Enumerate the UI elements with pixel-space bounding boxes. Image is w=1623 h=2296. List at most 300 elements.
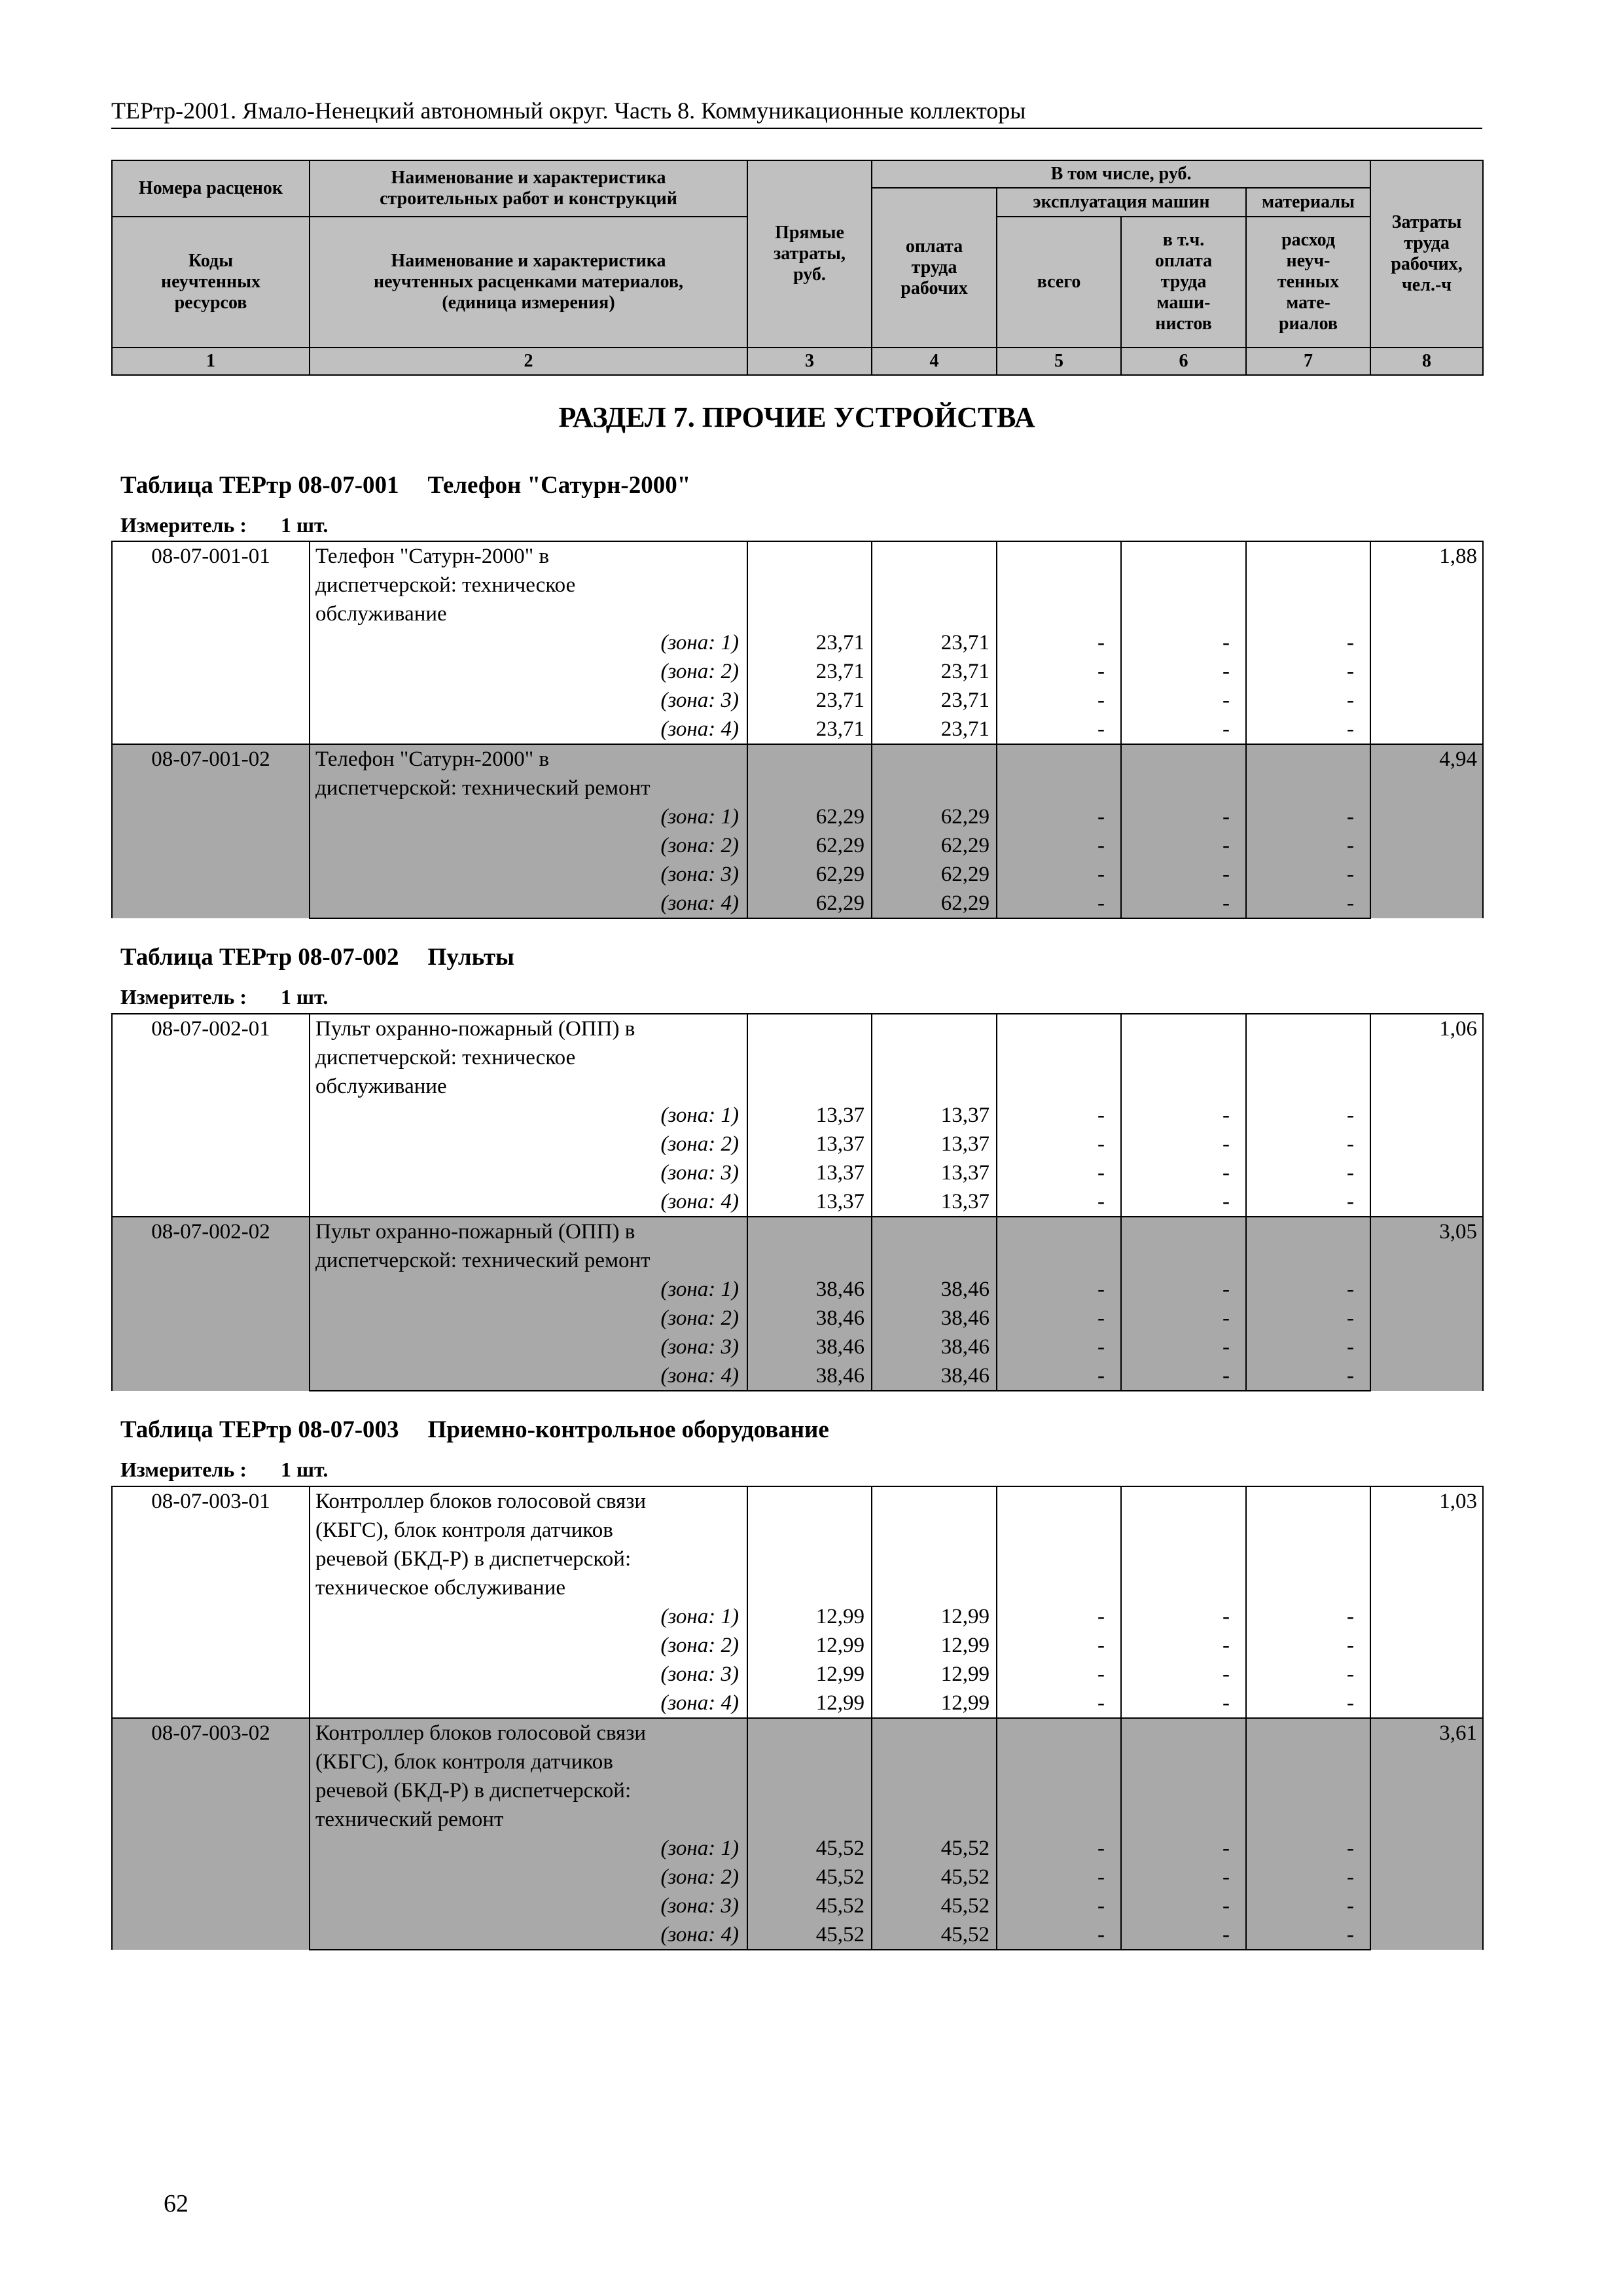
hdr-incl: В том числе, руб. [872, 160, 1370, 188]
table-cell [872, 1486, 997, 1516]
zone-row [112, 1158, 1483, 1187]
table-cell: 45,52 [872, 1892, 997, 1920]
table-cell: 23,71 [872, 715, 997, 744]
zone-row [112, 1602, 1483, 1631]
zone-row [112, 1304, 1483, 1333]
table-cell: 62,29 [872, 802, 997, 831]
hdr-col4: оплата труда рабочих [872, 188, 997, 348]
table-cell: 12,99 [872, 1602, 997, 1631]
table-cell: - [1246, 802, 1370, 831]
table-cell: (зона: 2) [310, 657, 747, 686]
table-cell: 12,99 [872, 1631, 997, 1660]
table-cell: 38,46 [747, 1304, 872, 1333]
zone-row [112, 1834, 1483, 1863]
table-cell: 23,71 [747, 628, 872, 657]
col-number: 7 [1246, 348, 1370, 375]
table-cell [997, 1486, 1121, 1516]
table-cell: обслуживание [310, 1072, 747, 1101]
zone-row [112, 628, 1483, 657]
table-cell [1121, 1014, 1246, 1043]
table-cell: 45,52 [747, 1920, 872, 1950]
table-cell: 13,37 [872, 1130, 997, 1158]
table-cell [1246, 1246, 1370, 1275]
rate-code: 08-07-002-02 [112, 1217, 310, 1391]
table-cell [997, 1748, 1121, 1776]
table-cell [1121, 774, 1246, 802]
table-row [112, 1246, 1483, 1275]
table-cell: диспетчерской: техническое [310, 1043, 747, 1072]
zone-row [112, 802, 1483, 831]
table-cell: 62,29 [747, 889, 872, 918]
measure-unit: Измеритель : 1 шт. [120, 513, 329, 537]
table-cell: (зона: 3) [310, 686, 747, 715]
table-cell [872, 1805, 997, 1834]
table-cell [1246, 1776, 1370, 1805]
table-cell [1246, 1217, 1370, 1246]
table-cell: - [997, 1660, 1121, 1689]
table-cell: Телефон "Сатурн-2000" в [310, 744, 747, 774]
table-cell: 38,46 [747, 1361, 872, 1391]
table-cell [1246, 1573, 1370, 1602]
table-cell: Телефон "Сатурн-2000" в [310, 541, 747, 571]
table-cell: (зона: 2) [310, 1130, 747, 1158]
table-cell: 13,37 [747, 1130, 872, 1158]
table-cell: 12,99 [747, 1631, 872, 1660]
table-cell: - [1246, 686, 1370, 715]
table-cell [747, 1486, 872, 1516]
table-cell: - [997, 1631, 1121, 1660]
table-cell: 13,37 [872, 1101, 997, 1130]
hdr-col2-bottom: Наименование и характеристика неучтенных расценками материалов, (единица измерения) [310, 217, 747, 348]
table-cell [1246, 541, 1370, 571]
table-cell: - [997, 1187, 1121, 1217]
table-cell: (зона: 4) [310, 715, 747, 744]
hdr-col8: Затраты труда рабочих, чел.-ч [1370, 160, 1483, 348]
rates-table-08-07-001 [111, 541, 1484, 919]
zone-row [112, 860, 1483, 889]
table-cell: - [1121, 1304, 1246, 1333]
table-cell [997, 571, 1121, 600]
table-cell: 38,46 [872, 1333, 997, 1361]
hdr-machines: эксплуатация машин [997, 188, 1246, 217]
table-cell: 38,46 [747, 1275, 872, 1304]
table-cell: (зона: 1) [310, 1834, 747, 1863]
table-cell: речевой (БКД-Р) в диспетчерской: [310, 1776, 747, 1805]
table-cell: - [1246, 1101, 1370, 1130]
table-cell [1121, 744, 1246, 774]
table-cell: - [1121, 1689, 1246, 1718]
page-number: 62 [164, 2190, 188, 2217]
col-number: 5 [997, 348, 1121, 375]
table-cell: 62,29 [872, 860, 997, 889]
column-header-table [111, 160, 1484, 376]
table-cell: - [997, 1834, 1121, 1863]
table-cell [872, 1072, 997, 1101]
table-cell [872, 744, 997, 774]
table-cell [1121, 541, 1246, 571]
table-cell: 45,52 [872, 1863, 997, 1892]
table-cell [1246, 744, 1370, 774]
table-cell: - [997, 1304, 1121, 1333]
table-row [112, 600, 1483, 628]
table-cell [872, 1217, 997, 1246]
table-cell: 23,71 [747, 686, 872, 715]
col-number: 2 [310, 348, 747, 375]
table-cell: - [997, 1275, 1121, 1304]
table-cell: - [1121, 1275, 1246, 1304]
table-cell [872, 1776, 997, 1805]
table-cell [747, 1516, 872, 1545]
zone-row [112, 1863, 1483, 1892]
table-cell [747, 571, 872, 600]
table-row [112, 1776, 1483, 1805]
table-cell: 12,99 [872, 1689, 997, 1718]
hdr-col7: расход неуч- тенных мате- риалов [1246, 217, 1370, 348]
table-cell: - [1246, 860, 1370, 889]
table-name: Приемно-контрольное оборудование [427, 1416, 829, 1443]
table-cell [1121, 571, 1246, 600]
table-cell: речевой (БКД-Р) в диспетчерской: [310, 1545, 747, 1573]
rates-table-08-07-003 [111, 1486, 1484, 1950]
col-number: 8 [1370, 348, 1483, 375]
table-cell: - [997, 1130, 1121, 1158]
table-cell [872, 1748, 997, 1776]
table-cell: - [997, 657, 1121, 686]
table-cell: 12,99 [747, 1660, 872, 1689]
table-cell: (зона: 1) [310, 1602, 747, 1631]
table-cell [747, 1805, 872, 1834]
table-cell: - [1246, 1689, 1370, 1718]
measure-unit: Измеритель : 1 шт. [120, 1458, 329, 1481]
table-cell [872, 1545, 997, 1573]
table-cell: - [1121, 1631, 1246, 1660]
table-cell: 13,37 [872, 1158, 997, 1187]
table-cell: - [1121, 1892, 1246, 1920]
table-cell: - [1246, 1361, 1370, 1391]
hdr-col1-bottom: Коды неучтенных ресурсов [112, 217, 310, 348]
table-cell: - [997, 1333, 1121, 1361]
table-cell: 23,71 [872, 657, 997, 686]
table-title [120, 1416, 829, 1444]
table-cell [997, 1718, 1121, 1748]
table-cell: Контроллер блоков голосовой связи [310, 1718, 747, 1748]
table-cell [997, 1246, 1121, 1275]
table-cell: 62,29 [872, 889, 997, 918]
zone-row [112, 1689, 1483, 1718]
table-cell: - [1121, 1863, 1246, 1892]
rate-code: 08-07-003-02 [112, 1718, 310, 1950]
table-cell [1121, 1072, 1246, 1101]
rate-code: 08-07-003-01 [112, 1486, 310, 1718]
table-cell: - [1246, 1275, 1370, 1304]
zone-row [112, 715, 1483, 744]
table-cell [747, 1072, 872, 1101]
table-cell [1121, 1246, 1246, 1275]
table-cell: - [1246, 1158, 1370, 1187]
table-code: Таблица ТЕРтр 08-07-003 [120, 1416, 399, 1443]
table-cell: (зона: 1) [310, 1101, 747, 1130]
table-cell: (зона: 3) [310, 1660, 747, 1689]
table-cell: - [1121, 1130, 1246, 1158]
table-cell [997, 744, 1121, 774]
table-cell: - [1121, 802, 1246, 831]
table-cell: - [1246, 1834, 1370, 1863]
table-cell: - [1246, 1333, 1370, 1361]
table-cell: диспетчерской: технический ремонт [310, 774, 747, 802]
table-row [112, 571, 1483, 600]
table-cell: - [997, 1361, 1121, 1391]
zone-row [112, 831, 1483, 860]
table-row [112, 1486, 1483, 1516]
table-cell: (КБГС), блок контроля датчиков [310, 1516, 747, 1545]
table-cell: - [1246, 1602, 1370, 1631]
zone-row [112, 1631, 1483, 1660]
col-number: 6 [1121, 348, 1246, 375]
table-cell: - [1121, 1660, 1246, 1689]
table-row [112, 1014, 1483, 1043]
table-cell [997, 1516, 1121, 1545]
table-cell: 13,37 [747, 1187, 872, 1217]
table-row [112, 1217, 1483, 1246]
table-cell: 12,99 [872, 1660, 997, 1689]
table-row [112, 774, 1483, 802]
table-cell [872, 1246, 997, 1275]
table-cell: - [1246, 1187, 1370, 1217]
table-cell: - [1246, 1130, 1370, 1158]
table-cell: Контроллер блоков голосовой связи [310, 1486, 747, 1516]
table-row [112, 1718, 1483, 1748]
table-cell: 45,52 [747, 1863, 872, 1892]
table-cell: (зона: 4) [310, 1187, 747, 1217]
table-row [112, 1072, 1483, 1101]
table-cell [1246, 1072, 1370, 1101]
table-cell: - [1121, 715, 1246, 744]
table-cell: 38,46 [747, 1333, 872, 1361]
table-cell: (зона: 3) [310, 1333, 747, 1361]
table-cell: Пульт охранно-пожарный (ОПП) в [310, 1014, 747, 1043]
table-cell: - [1121, 1333, 1246, 1361]
table-cell: - [1246, 831, 1370, 860]
table-cell: - [1246, 1892, 1370, 1920]
table-cell [1121, 1805, 1246, 1834]
table-cell: - [997, 860, 1121, 889]
labor-cost: 3,05 [1370, 1217, 1483, 1391]
table-cell: диспетчерской: технический ремонт [310, 1246, 747, 1275]
table-cell [997, 1776, 1121, 1805]
table-cell: 62,29 [747, 860, 872, 889]
table-cell: 38,46 [872, 1304, 997, 1333]
table-cell [872, 1516, 997, 1545]
table-cell: - [997, 1158, 1121, 1187]
zone-row [112, 686, 1483, 715]
table-cell: 45,52 [747, 1892, 872, 1920]
table-cell [997, 1072, 1121, 1101]
running-head: ТЕРтр-2001. Ямало-Ненецкий автономный округ. Часть 8. Коммуникационные коллекторы [111, 98, 1026, 124]
table-cell: (зона: 2) [310, 1863, 747, 1892]
table-cell [1121, 1748, 1246, 1776]
table-cell: - [997, 889, 1121, 918]
table-name: Пульты [427, 944, 514, 971]
table-cell: (зона: 2) [310, 1631, 747, 1660]
table-cell: - [997, 1689, 1121, 1718]
table-cell: (зона: 1) [310, 628, 747, 657]
table-cell [997, 1043, 1121, 1072]
table-cell [1121, 1718, 1246, 1748]
table-cell [1246, 1516, 1370, 1545]
table-cell: технический ремонт [310, 1805, 747, 1834]
table-cell [1246, 571, 1370, 600]
table-cell [997, 1805, 1121, 1834]
table-cell: - [1121, 1158, 1246, 1187]
table-cell [1121, 600, 1246, 628]
zone-row [112, 1187, 1483, 1217]
table-cell [872, 1043, 997, 1072]
labor-cost: 3,61 [1370, 1718, 1483, 1950]
table-cell: - [997, 802, 1121, 831]
table-code: Таблица ТЕРтр 08-07-002 [120, 944, 399, 971]
table-cell: - [997, 1101, 1121, 1130]
table-cell [747, 1573, 872, 1602]
table-cell: (зона: 1) [310, 802, 747, 831]
zone-row [112, 657, 1483, 686]
table-cell: обслуживание [310, 600, 747, 628]
table-cell [997, 541, 1121, 571]
table-cell: (зона: 3) [310, 1158, 747, 1187]
col-number: 1 [112, 348, 310, 375]
table-cell [872, 774, 997, 802]
rate-code: 08-07-002-01 [112, 1014, 310, 1217]
table-cell: (зона: 4) [310, 1361, 747, 1391]
table-cell [747, 1217, 872, 1246]
table-cell [747, 1545, 872, 1573]
col-number: 3 [747, 348, 872, 375]
table-cell: 45,52 [872, 1920, 997, 1950]
table-row [112, 1805, 1483, 1834]
table-cell: (зона: 3) [310, 1892, 747, 1920]
head-rule [111, 128, 1482, 129]
table-cell [1121, 1545, 1246, 1573]
table-cell: (зона: 1) [310, 1275, 747, 1304]
labor-cost: 1,06 [1370, 1014, 1483, 1217]
table-cell: - [1246, 889, 1370, 918]
table-cell: 23,71 [747, 715, 872, 744]
table-cell: 23,71 [872, 686, 997, 715]
table-cell [997, 774, 1121, 802]
table-row [112, 1748, 1483, 1776]
table-row [112, 160, 1483, 188]
table-cell: (зона: 3) [310, 860, 747, 889]
zone-row [112, 1130, 1483, 1158]
table-cell: (зона: 4) [310, 889, 747, 918]
table-cell [747, 1748, 872, 1776]
table-cell: - [1121, 889, 1246, 918]
zone-row [112, 1660, 1483, 1689]
table-row [112, 1545, 1483, 1573]
table-cell: 12,99 [747, 1602, 872, 1631]
table-cell: 13,37 [747, 1101, 872, 1130]
table-cell: (зона: 4) [310, 1920, 747, 1950]
col-number: 4 [872, 348, 997, 375]
table-cell [997, 600, 1121, 628]
table-cell [997, 1217, 1121, 1246]
table-cell [1121, 1516, 1246, 1545]
table-cell: 45,52 [872, 1834, 997, 1863]
table-cell: (КБГС), блок контроля датчиков [310, 1748, 747, 1776]
table-cell: - [1246, 715, 1370, 744]
table-cell [747, 744, 872, 774]
table-cell: 23,71 [872, 628, 997, 657]
table-cell: - [1246, 1304, 1370, 1333]
table-row [112, 1043, 1483, 1072]
table-row [112, 1573, 1483, 1602]
table-cell [1246, 774, 1370, 802]
table-cell: Пульт охранно-пожарный (ОПП) в [310, 1217, 747, 1246]
table-cell: 12,99 [747, 1689, 872, 1718]
zone-row [112, 1101, 1483, 1130]
table-cell [1121, 1217, 1246, 1246]
table-cell: 38,46 [872, 1275, 997, 1304]
table-cell [747, 1246, 872, 1275]
zone-row [112, 1892, 1483, 1920]
table-cell: - [997, 715, 1121, 744]
table-cell: - [1121, 1834, 1246, 1863]
table-cell [747, 774, 872, 802]
table-cell [1121, 1043, 1246, 1072]
table-cell [747, 1014, 872, 1043]
measure-unit: Измеритель : 1 шт. [120, 985, 329, 1009]
table-cell: диспетчерской: техническое [310, 571, 747, 600]
hdr-col5: всего [997, 217, 1121, 348]
table-cell: - [1246, 1660, 1370, 1689]
table-cell [1121, 1776, 1246, 1805]
table-cell: - [997, 686, 1121, 715]
table-cell: - [997, 831, 1121, 860]
table-row [112, 348, 1483, 375]
table-cell: (зона: 2) [310, 1304, 747, 1333]
table-cell [997, 1014, 1121, 1043]
table-cell: (зона: 4) [310, 1689, 747, 1718]
table-cell: - [1246, 1920, 1370, 1950]
zone-row [112, 889, 1483, 918]
zone-row [112, 1361, 1483, 1391]
table-cell: - [1121, 657, 1246, 686]
table-cell [872, 1573, 997, 1602]
table-cell [1246, 1718, 1370, 1748]
table-cell: - [1246, 657, 1370, 686]
table-cell: - [997, 1920, 1121, 1950]
table-name: Телефон "Сатурн-2000" [427, 472, 691, 499]
table-cell: - [997, 1863, 1121, 1892]
table-cell [1246, 600, 1370, 628]
hdr-col2-top: Наименование и характеристика строительных работ и конструкций [310, 160, 747, 217]
rate-code: 08-07-001-01 [112, 541, 310, 744]
table-row [112, 541, 1483, 571]
table-cell: - [1121, 1920, 1246, 1950]
table-cell [747, 1043, 872, 1072]
table-cell [1246, 1014, 1370, 1043]
zone-row [112, 1333, 1483, 1361]
table-cell: 45,52 [747, 1834, 872, 1863]
table-cell [1246, 1545, 1370, 1573]
table-cell: - [1121, 860, 1246, 889]
table-cell: 62,29 [747, 802, 872, 831]
table-cell: - [1246, 628, 1370, 657]
table-title [120, 471, 690, 499]
table-cell: - [1121, 686, 1246, 715]
table-cell [1246, 1805, 1370, 1834]
table-cell [872, 571, 997, 600]
table-cell: 23,71 [747, 657, 872, 686]
